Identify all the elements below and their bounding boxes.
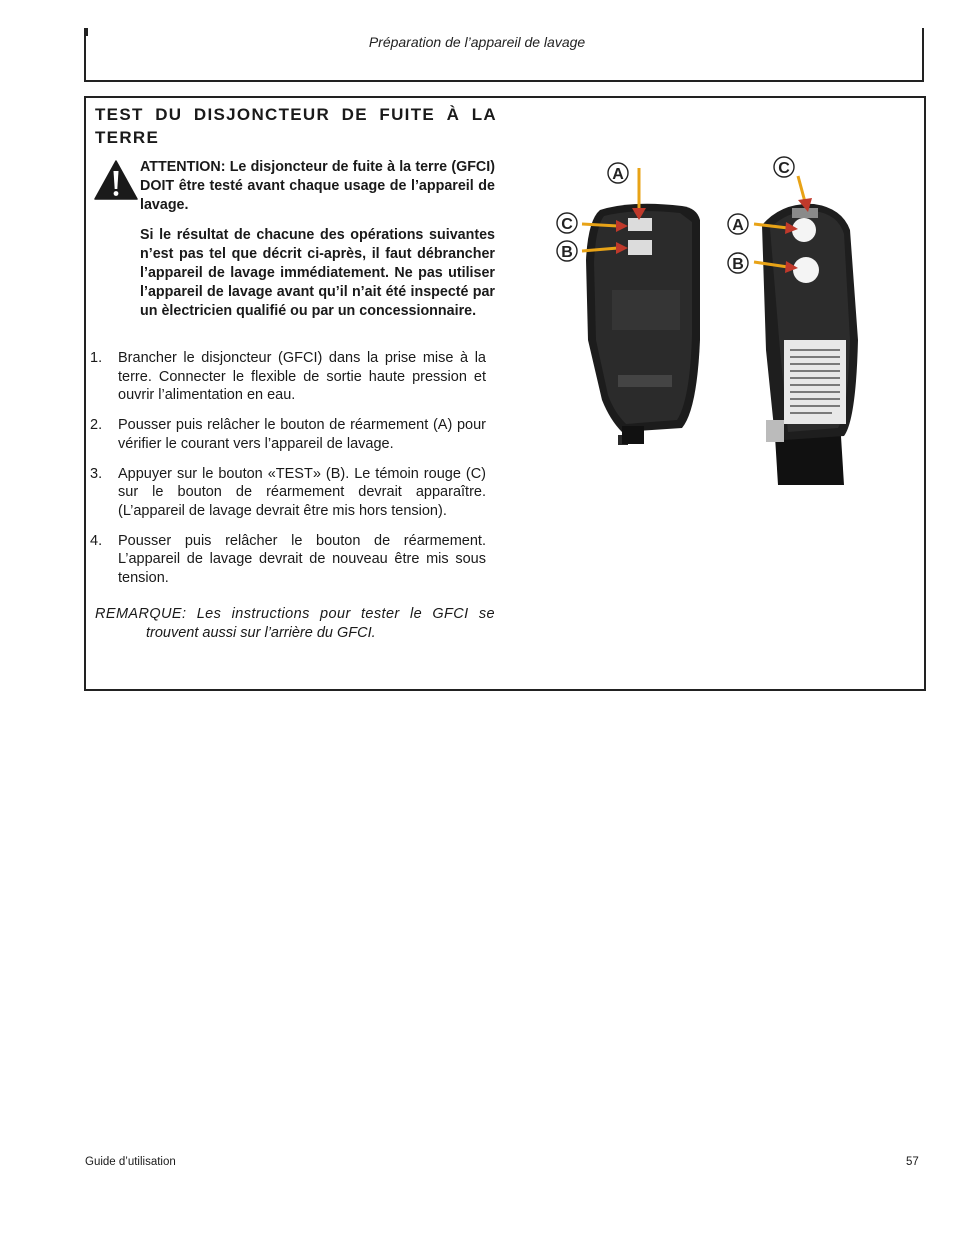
gfci-device-photo bbox=[552, 150, 882, 485]
step-item bbox=[90, 349, 486, 405]
step-item bbox=[90, 416, 486, 453]
remark-note bbox=[95, 605, 495, 643]
callout-b-left bbox=[557, 241, 577, 261]
callout-a-left bbox=[608, 163, 628, 183]
procedure-steps bbox=[90, 349, 486, 599]
remark-line-2: trouvent aussi sur l’arrière du GFCI. bbox=[146, 625, 376, 641]
warning-triangle-icon bbox=[94, 160, 138, 200]
remark-line-1: REMARQUE: Les instructions pour tester le GFCI se bbox=[95, 606, 495, 622]
callout-letter: C bbox=[778, 160, 790, 177]
page-header-title: Préparation de l’appareil de lavage bbox=[368, 34, 586, 50]
step-text: Appuyer sur le bouton «TEST» (B). Le témoin rouge (C) sur le bouton de réarmement devrait apparaître. (L’appareil de lavage devrait être mis hors tension). bbox=[118, 465, 486, 519]
callout-letter: C bbox=[561, 216, 573, 233]
callout-letter: A bbox=[612, 166, 624, 183]
callout-c-left bbox=[557, 213, 577, 233]
step-number: 1. bbox=[90, 350, 103, 366]
callout-a-right bbox=[728, 214, 748, 234]
step-item bbox=[90, 532, 486, 588]
gfci-plug-front bbox=[586, 204, 700, 445]
gfci-plug-back bbox=[762, 204, 858, 485]
step-text: Brancher le disjoncteur (GFCI) dans la prise mise à la terre. Connecter le flexible de sortie haute pression et ouvrir l’alimentation en eau. bbox=[118, 350, 486, 404]
callout-c-right bbox=[774, 157, 794, 177]
footer-page-number: 57 bbox=[906, 1156, 919, 1168]
step-number: 4. bbox=[90, 532, 103, 549]
callout-letter: A bbox=[732, 217, 744, 234]
attention-paragraph-1: ATTENTION: Le disjoncteur de fuite à la terre (GFCI) DOIT être testé avant chaque usage de l’appareil de lavage. bbox=[140, 159, 495, 213]
step-number: 2. bbox=[90, 417, 103, 434]
attention-paragraph-2: Si le résultat de chacune des opérations suivantes n’est pas tel que décrit ci-après, il faut débrancher l’appareil de lavage immédiatement. Ne pas utiliser l’appareil de lavage avant qu’il n’ait été inspecté par un èlectricien qualifié ou par un concessionnaire. bbox=[140, 227, 495, 319]
callout-b-right bbox=[728, 253, 748, 273]
footer-guide-label: Guide d’utilisation bbox=[85, 1156, 176, 1168]
step-text: Pousser puis relâcher le bouton de réarmement. L’appareil de lavage devrait de nouveau être mis sous tension. bbox=[118, 532, 486, 587]
callout-letter: B bbox=[732, 256, 744, 273]
step-number: 3. bbox=[90, 465, 103, 482]
attention-warning bbox=[140, 158, 495, 332]
step-text: Pousser puis relâcher le bouton de réarmement (A) pour vérifier le courant vers l’appareil de lavage. bbox=[118, 417, 486, 452]
step-item bbox=[90, 465, 486, 521]
section-title: TEST DU DISJONCTEUR DE FUITE À LA TERRE bbox=[95, 105, 497, 147]
callout-letter: B bbox=[561, 244, 573, 261]
